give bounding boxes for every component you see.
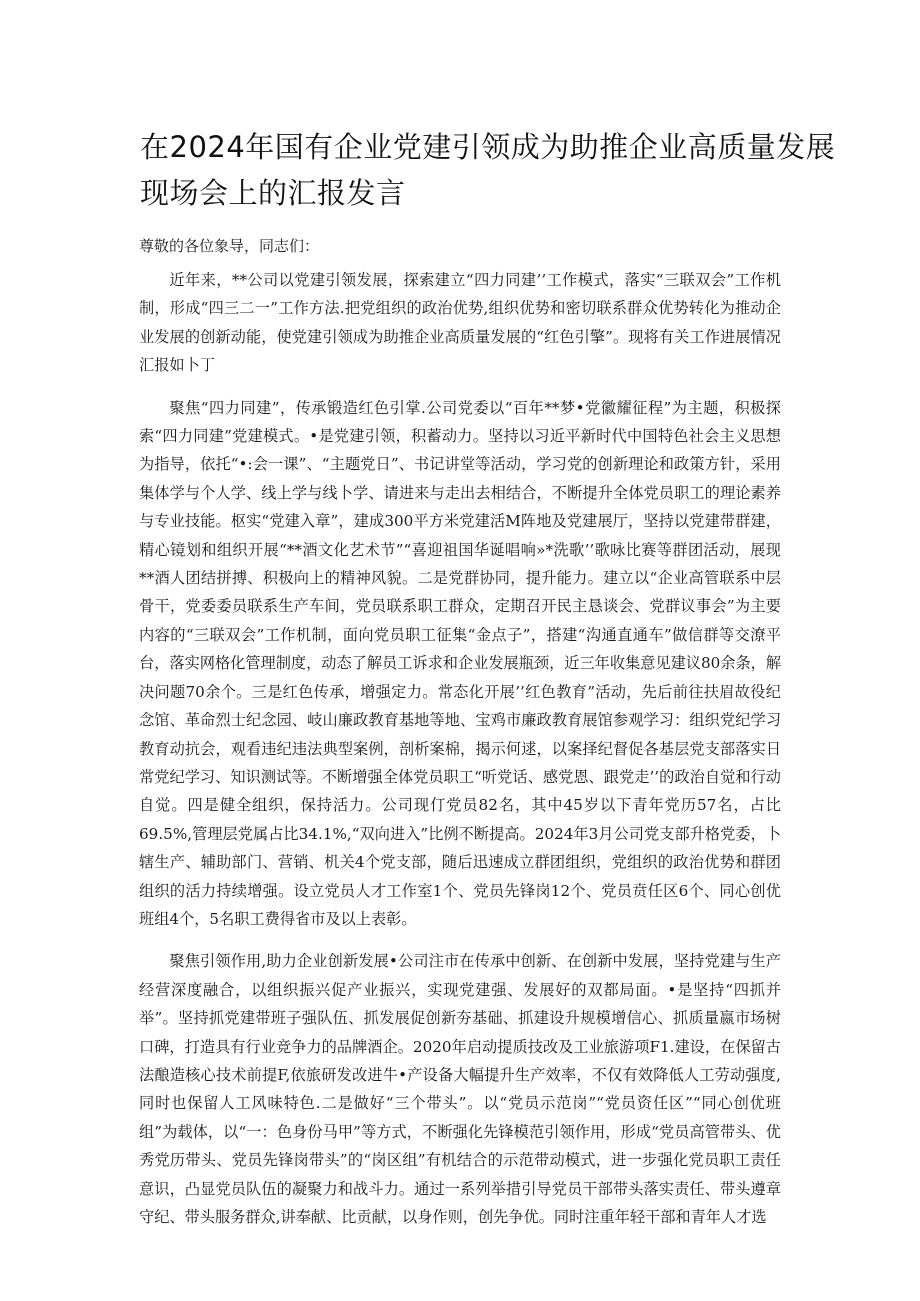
- paragraph-intro: 近年来，**公司以党建引领发展，探索建立“四力同建’’工作模式，落实“三联双会”工作机制，形成“四三二一”工作方法.把党组织的政治优势,组织优势和密切联系群众优势转化为推动企业发展的创新动能，使党建引领成为助推企业高质量发展的“红色引擎”。现将有关工作进展情况汇报如卜丁: [139, 271, 781, 375]
- paragraph-leading-role: 聚焦引领作用,助力企业创新发展•公司注市在传承中创新、在创新中发展，坚持党建与生产经营深度融合，以组织振兴促产业振兴，实现党建强、发展好的双都局面。•是坚持“四抓并举”。坚持抓党建带班子强队伍、抓发展促创新夯基础、抓建设升规模增信心、抓质量嬴市场树口碑，打造具有行业竞争力的品牌酒企。2020年启动提质技改及工业旅游项F1.建设，在保留古法酿造核心技术前提F,依旅研发改进牛•产设备大幅提升生产效率，不仅有效降低人工劳动强度,同时也保留人工风味特色.二是做好“三个带头”。以“党员示范岗”“党员资任区”“同心创优班组”为载体，以“一：色身份马甲”等方式，不断强化先锋模范引领作用，形成“党员高管带头、优秀党历带头、党员先锋岗带头”的“岗区组”有机结合的示范带动模式，进一步强化党员职工责任意识，凸显党员队伍的凝聚力和战斗力。通过一系列举措引导党员干部带头落实责任、带头遵章守纪、带头服务群众,讲奉献、比贡献，以身作则，创先争优。同时注重年轻干部和青年人才选: [139, 952, 781, 1226]
- document-title: [140, 124, 836, 216]
- paragraph-four-forces: 聚焦“四力同建”，传承锻造红色引掌.公司党委以“百年**梦•党徽耀征程”为主题，积极探索“四力同建”党建模式。•是党建引领，积蓄动力。坚持以习近平新时代中国特色社会主义思想为指导，依托“•:会一课”、“主题党日”、书记讲堂等活动，学习党的创新理论和政策方针，采用集体学与个人学、线上学与线卜学、请进来与走出去相结合，不断提升全体党员职工的理论素养与专业技能。枢实“党建入章”，建成300平方米党建活M阵地及党建展厅，坚持以党建带群建，精心镜划和组织开展“**酒文化艺术节”“喜迎祖国华诞唱响»*洗歌’’歌咏比赛等群团活动，展现**酒人团结拼搏、积极向上的精神风貌。二是党群协同，提升能力。建立以“企业高管联系中层骨干，党委委员联系生产车间，党员联系职工群众，定期召开民主恳谈会、党群议事会”为主要内容的“三联双会”工作机制，面向党员职工征集“金点子”，搭建“沟通直通车”做信群等交潦平台，落实网格化管理制度，动态了解员工诉求和企业发展瓶颈，近三年收集意见建议80余条，解决问题70余个。三是红色传承，增强定力。常态化开展’’红色教育”活动，先后前往扶眉故役纪念馆、革命烈士纪念园、岐山廉政教育基地等地、宝鸡市廉政教育展馆参观学习：组织党纪学习教育动抗会，观看违纪违法典型案例，剖析案棉，揭示何逑，以案择纪督促各基层党支部落实日常党纪学习、知识测试等。不断增强全体党员职工“听党话、感党恩、跟党走’’的政治自觉和行动自觉。四是健全组织，保持活力。公司现仃党员82名，其中45岁以下青年党历57名，占比69.5%,管理层党属占比34.1%,“双向进入”比例不断提高。2024年3月公司党支部升格党委，卜辖生产、辅助部门、营销、机关4个党支部，随后迅速成立群团组织，党组织的政治优势和群团组织的活力持续增强。设立党员人才工作室1个、党员先锋岗12个、党员贲任区6个、同心创优班组4个，5名职工费得省市及以上表彰。: [139, 398, 782, 928]
- title-line-1: 在2024年国有企业党建引领成为助推企业高质量发展: [140, 130, 836, 164]
- salutation: 尊敬的各位象导，同志们：: [139, 237, 320, 255]
- document-body: [139, 232, 781, 1245]
- title-line-2: 现场会上的汇报发言: [140, 176, 406, 210]
